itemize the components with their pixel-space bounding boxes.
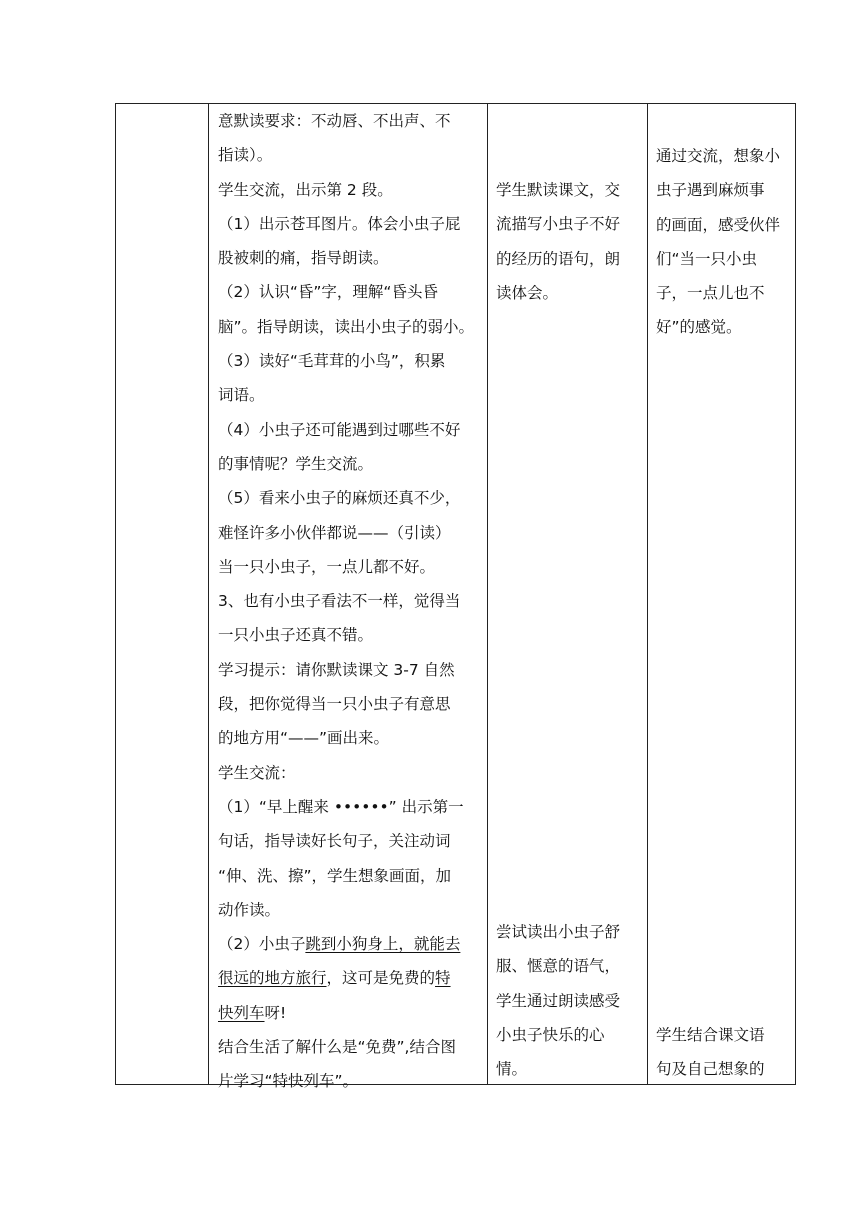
text-line: 句话，指导读好长句子，关注动词 [218, 832, 451, 851]
text-line: 学生结合课文语 [656, 1026, 765, 1044]
text-line: （3）读好“毛茸茸的小鸟”，积累 [218, 352, 446, 371]
text-span: ，这可是免费的 [326, 969, 436, 988]
text-line: 通过交流，想象小 [656, 147, 781, 165]
text-span: （2）小虫子 [218, 935, 306, 954]
underlined-line [218, 996, 474, 1030]
text-line: 子，一点儿也不 [656, 284, 765, 303]
text-line: 好”的感觉。 [656, 318, 742, 337]
text-line: （2）认识“昏”字，理解“昏头昏 [218, 283, 438, 302]
text-line: （4）小虫子还可能遇到过哪些不好 [218, 420, 461, 439]
underlined-line [218, 927, 474, 961]
text-line: 动作读。 [218, 900, 281, 919]
text-line: （5）看来小虫子的麻烦还真不少， [218, 489, 461, 508]
text-line: （1）“早上醒来 ••••••” 出示第一 [218, 797, 464, 816]
text-line: 意默读要求：不动唇、不出声、不 [218, 112, 451, 130]
design-intent-cell-top [656, 139, 780, 345]
text-line: 股被刺的痛，指导朗读。 [218, 249, 389, 268]
student-activity-cell-top [496, 173, 620, 310]
text-line: 句及自己想象的 [656, 1060, 765, 1079]
text-line: 学生默读课文，交 [496, 181, 621, 199]
column-divider [647, 104, 648, 1084]
text-line: 的地方用“——”画出来。 [218, 729, 390, 748]
column-divider [208, 104, 209, 1084]
text-line: 一只小虫子还真不错。 [218, 626, 374, 645]
text-line: 流描写小虫子不好 [496, 215, 621, 234]
underlined-phrase: 跳到小狗身上，就能去 [305, 935, 461, 954]
text-line: 学生交流，出示第 2 段。 [218, 180, 393, 199]
text-line: 的经历的语句，朗 [496, 249, 621, 268]
text-line: 服、惬意的语气， [496, 957, 621, 976]
text-line: 学习提示：请你默读课文 3-7 自然 [218, 660, 455, 679]
underlined-phrase: 很远的地方旅行 [218, 969, 327, 988]
text-line: 指读）。 [218, 146, 273, 165]
text-line: 段，把你觉得当一只小虫子有意思 [218, 695, 451, 714]
text-line: 小虫子快乐的心 [496, 1025, 605, 1044]
underlined-line [218, 961, 474, 995]
text-line: 学生交流： [218, 763, 296, 782]
text-line: 们“当一只小虫 [656, 249, 758, 268]
design-intent-cell-bottom [656, 1018, 765, 1087]
text-line: 学生通过朗读感受 [496, 991, 621, 1010]
teaching-process-cell [218, 104, 474, 1099]
text-line: 读体会。 [496, 283, 559, 302]
lesson-plan-table [115, 103, 796, 1091]
text-line: 的画面，感受伙伴 [656, 215, 781, 234]
underlined-phrase: 特 [435, 969, 451, 988]
column-divider [487, 104, 488, 1084]
text-span: 呀! [264, 1003, 287, 1022]
text-line: 尝试读出小虫子舒 [496, 923, 621, 941]
text-line: 难怪许多小伙伴都说——（引读） [218, 523, 451, 542]
underlined-phrase: 快列车 [218, 1003, 265, 1022]
text-line: 片学习“特快列车”。 [218, 1072, 359, 1091]
text-line: “伸、洗、擦”，学生想象画面，加 [218, 866, 452, 885]
text-line: （1）出示苍耳图片。体会小虫子屁 [218, 214, 461, 233]
text-line: 词语。 [218, 386, 265, 405]
student-activity-cell-bottom [496, 915, 620, 1086]
text-line: 情。 [496, 1060, 528, 1079]
text-line: 脑”。指导朗读，读出小虫子的弱小。 [218, 317, 475, 336]
text-line: 虫子遇到麻烦事 [656, 181, 765, 200]
text-line: 的事情呢？学生交流。 [218, 454, 374, 473]
text-line: 结合生活了解什么是“免费”,结合图 [218, 1038, 456, 1057]
text-line: 当一只小虫子，一点儿都不好。 [218, 557, 436, 576]
text-line: 3、也有小虫子看法不一样，觉得当 [218, 592, 461, 611]
